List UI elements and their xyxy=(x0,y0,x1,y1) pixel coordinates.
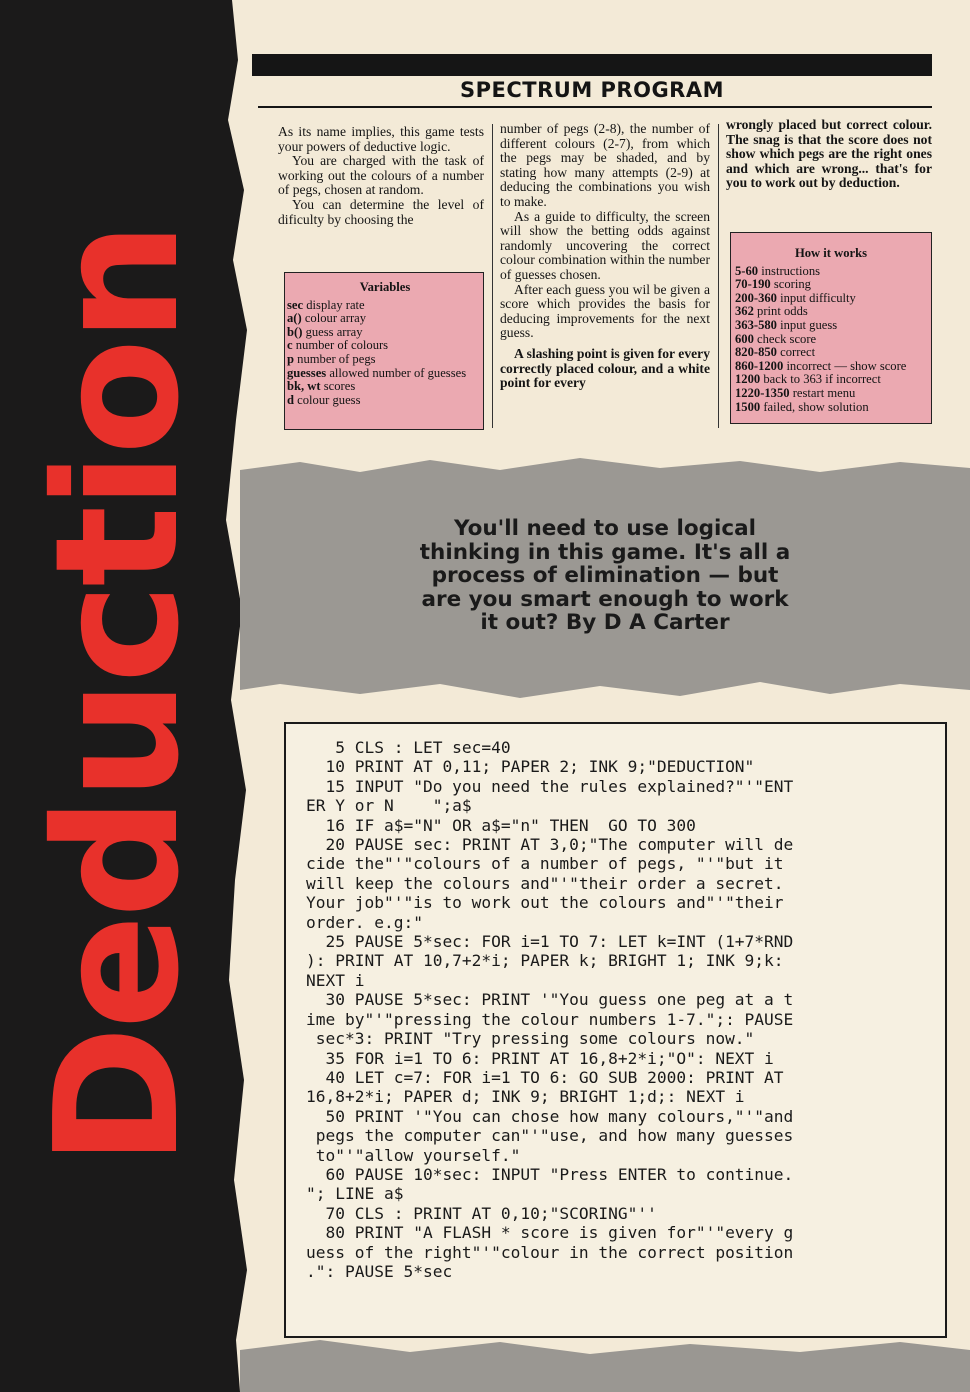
listing-line: 80 PRINT "A FLASH * score is given for"'"every g xyxy=(306,1223,794,1243)
program-listing xyxy=(306,738,918,1281)
listing-line: ER Y or N ";a$ xyxy=(306,796,472,816)
variable-row: d colour guess xyxy=(287,392,361,407)
paragraph: wrongly placed but correct colour. The snag is that the score does not show which pegs are the right ones and which are wrong... that's for you to work out by deduction. xyxy=(726,117,932,191)
listing-line: 60 PAUSE 10*sec: INPUT "Press ENTER to continue. xyxy=(306,1164,794,1184)
listing-line: uess of the right"'"colour in the correct position xyxy=(306,1242,794,1262)
paragraph: After each guess you wil be given a score which provides the basis for deducing improvements for the next guess. xyxy=(500,281,710,341)
paragraph: You can determine the level of dificulty by choosing the xyxy=(278,196,484,227)
paragraph: As its name implies, this game tests your powers of deductive logic. xyxy=(278,124,484,154)
listing-line: "; LINE a$ xyxy=(306,1184,404,1204)
paragraph: You are charged with the task of working out the colours of a number of pegs, chosen at random. xyxy=(278,153,484,198)
listing-line: 5 CLS : LET sec=40 xyxy=(306,738,511,757)
bottom-grey-band xyxy=(240,1340,970,1392)
header-black-bar xyxy=(252,54,932,76)
column-divider xyxy=(492,124,493,428)
how-it-works-title: How it works xyxy=(794,246,868,260)
article-column-2 xyxy=(500,122,710,391)
variable-row: p number of pegs xyxy=(287,351,376,366)
listing-line: NEXT i xyxy=(306,970,365,990)
paragraph: As a guide to difficulty, the screen will show the betting odds against randomly uncovering the correct colour combination within the number of guesses chosen. xyxy=(500,208,710,282)
how-row: 70-190 scoring xyxy=(735,277,811,292)
listing-line: 50 PRINT '"You can chose how many colours,"'"and xyxy=(306,1106,794,1126)
how-row: 820-850 correct xyxy=(735,345,816,360)
vertical-title: Deduction xyxy=(19,225,217,1167)
listing-line: to"'"allow yourself." xyxy=(306,1145,521,1165)
how-row: 860-1200 incorrect — show score xyxy=(735,358,907,373)
listing-line: pegs the computer can"'"use, and how many guesses xyxy=(306,1126,794,1146)
listing-line: 35 FOR i=1 TO 6: PRINT AT 16,8+2*i;"O": NEXT i xyxy=(306,1048,774,1068)
variable-row: c number of colours xyxy=(287,338,389,353)
article-column-1 xyxy=(278,125,484,227)
blurb-line: You'll need to use logical xyxy=(453,516,757,541)
variables-title: Variables xyxy=(359,280,411,294)
listing-line: order. e.g:" xyxy=(306,912,423,932)
blurb-line: are you smart enough to work xyxy=(421,586,789,612)
blurb-line: it out? By D A Carter xyxy=(480,610,730,635)
variable-row: bk, wt scores xyxy=(287,379,356,394)
listing-line: 10 PRINT AT 0,11; PAPER 2; INK 9;"DEDUCTION" xyxy=(306,757,755,777)
listing-line: 40 LET c=7: FOR i=1 TO 6: GO SUB 2000: PRINT AT xyxy=(306,1067,784,1087)
listing-line: cide the"'"colours of a number of pegs, "'"but it xyxy=(306,854,784,874)
variable-row: b() guess array xyxy=(287,324,363,339)
how-row: 1220-1350 restart menu xyxy=(735,385,856,400)
intro-blurb xyxy=(400,517,810,635)
article-column-3 xyxy=(726,118,932,191)
variable-row: guesses allowed number of guesses xyxy=(287,365,467,380)
how-it-works-box xyxy=(730,232,932,424)
header-rule xyxy=(258,106,932,108)
listing-line: 25 PAUSE 5*sec: FOR i=1 TO 7: LET k=INT (1+7*RND xyxy=(306,932,794,952)
listing-line: 30 PAUSE 5*sec: PRINT '"You guess one peg at a t xyxy=(306,990,794,1010)
listing-line: 15 INPUT "Do you need the rules explained?"'"ENT xyxy=(306,776,794,796)
variables-box xyxy=(284,272,484,430)
variable-row: a() colour array xyxy=(287,311,367,326)
section-title: SPECTRUM PROGRAM xyxy=(460,78,724,102)
listing-line: will keep the colours and"'"their order a secret. xyxy=(306,873,784,893)
how-row: 5-60 instructions xyxy=(735,263,821,278)
how-row: 1500 failed, show solution xyxy=(735,399,869,414)
listing-line: ime by"'"pressing the colour numbers 1-7.";: PAUSE xyxy=(306,1009,794,1029)
listing-line: 70 CLS : PRINT AT 0,10;"SCORING"'' xyxy=(306,1203,657,1223)
how-row: 200-360 input difficulty xyxy=(735,290,856,305)
listing-line: sec*3: PRINT "Try pressing some colours now." xyxy=(306,1029,755,1049)
listing-line: ): PRINT AT 10,7+2*i; PAPER k; BRIGHT 1; INK 9;k: xyxy=(306,951,784,971)
variable-row: sec display rate xyxy=(287,297,365,312)
paragraph: A slashing point is given for every correctly placed colour, and a white point for every xyxy=(500,345,710,391)
paragraph: number of pegs (2-8), the number of different colours (2-7), from which the pegs may be shaded, and by stating how many attempts (2-9) at deducing the combinations you wish to make. xyxy=(500,121,710,209)
listing-line: 20 PAUSE sec: PRINT AT 3,0;"The computer will de xyxy=(306,835,794,855)
blurb-line: thinking in this game. It's all a xyxy=(419,539,791,565)
listing-line: 16 IF a$="N" OR a$="n" THEN GO TO 300 xyxy=(306,815,696,835)
column-divider xyxy=(718,124,719,428)
listing-line: .": PAUSE 5*sec xyxy=(306,1261,453,1281)
listing-line: Your job"'"is to work out the colours and"'"their xyxy=(306,893,784,913)
blurb-line: process of elimination — but xyxy=(431,563,779,588)
how-row: 1200 back to 363 if incorrect xyxy=(735,372,881,387)
how-row: 600 check score xyxy=(735,331,817,346)
how-row: 362 print odds xyxy=(735,304,808,319)
how-row: 363-580 input guess xyxy=(735,317,838,332)
listing-line: 16,8+2*i; PAPER d; INK 9; BRIGHT 1;d;: NEXT i xyxy=(306,1087,745,1107)
